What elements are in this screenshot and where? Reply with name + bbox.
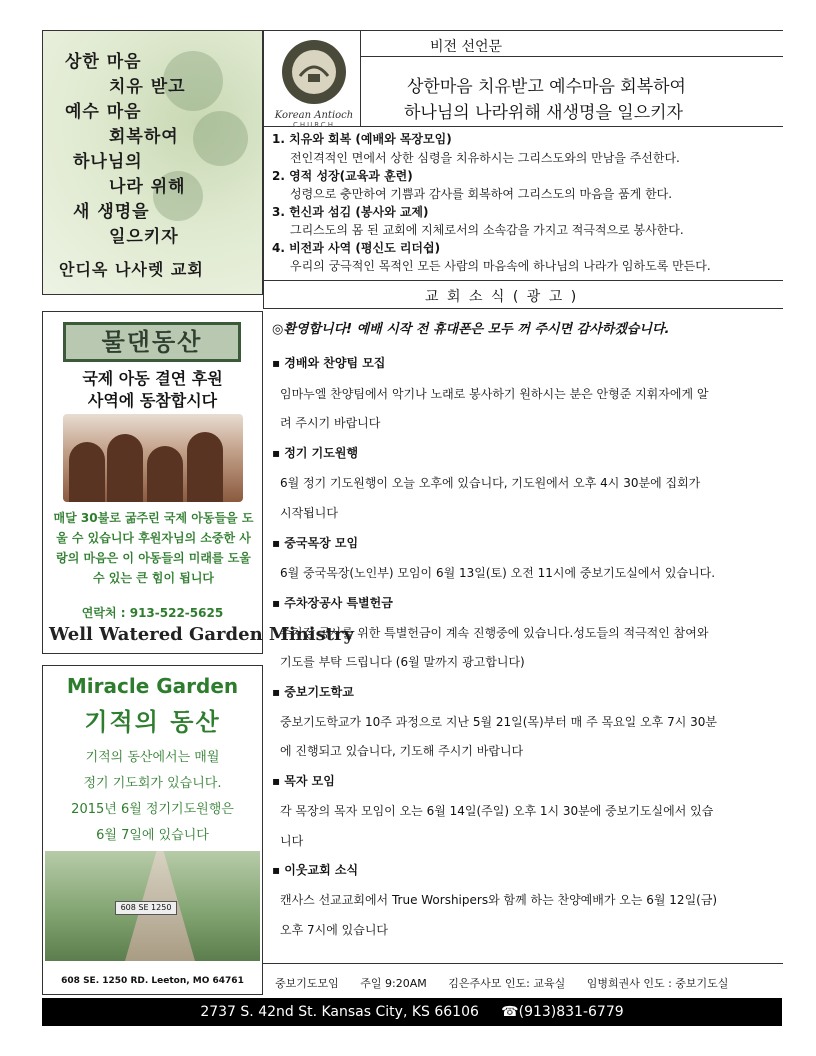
- goal-title: 3. 헌신과 섬김 (봉사와 교제): [272, 205, 429, 219]
- notice-line: 기도를 부탁 드립니다 (6월 말까지 광고합니다): [280, 655, 525, 669]
- ad-line: 6월 7일에 있습니다: [96, 828, 209, 843]
- motto-line: 하나님의: [73, 152, 143, 172]
- divider: [263, 30, 783, 31]
- ad-body-text: 매달 30불로 굶주린 국제 아동들을 도울 수 있습니다 후원자님의 소중한 사랑의 마음은 이 아동들의 미래를 도울 수 있는 큰 힘이 됩니다: [53, 511, 254, 585]
- vision-statement: 상한마음 치유받고 예수마음 회복하여: [407, 77, 686, 97]
- notice-title: ▪ 경배와 찬양팀 모집: [272, 356, 386, 370]
- motto-line: 새 생명을: [73, 202, 150, 222]
- grape-decoration: [193, 111, 248, 166]
- notice-title: ▪ 중국목장 모임: [272, 536, 359, 550]
- notice-line: 각 목장의 목자 모임이 오는 6월 14일(주일) 오후 1시 30분에 중보기도실에서 있습: [280, 804, 714, 818]
- footer-bar: [42, 998, 782, 1026]
- motto-church-name: 안디옥 나사렛 교회: [59, 260, 204, 279]
- notice-title: ▪ 중보기도학교: [272, 685, 354, 699]
- motto-line: 일으키자: [109, 227, 179, 247]
- welcome-message: ◎환영합니다! 예배 시작 전 휴대폰은 모두 꺼 주시면 감사하겠습니다.: [272, 322, 670, 337]
- logo-name: Korean Antioch: [274, 110, 354, 121]
- ad-heading: 국제 아동 결연 후원: [82, 369, 223, 388]
- goal-desc: 성령으로 충만하여 기쁨과 감사를 회복하여 그리스도의 마음을 품게 한다.: [290, 187, 673, 201]
- child-figure: [187, 432, 223, 502]
- divider: [263, 308, 783, 309]
- ad-line: 2015년 6월 정기기도원행은: [71, 802, 234, 817]
- ad-address: 608 SE. 1250 RD. Leeton, MO 64761: [61, 976, 244, 986]
- divider: [263, 963, 783, 964]
- schedule-item: 임병희권사 인도 : 중보기도실: [586, 977, 729, 990]
- notice-line: 캔사스 선교교회에서 True Worshipers와 함께 하는 찬양예배가 오는 6월 12일(금): [280, 893, 718, 907]
- ad-title: 물댄동산: [63, 322, 241, 362]
- notice-line: 시작됩니다: [280, 506, 338, 520]
- ad-heading: 사역에 동참합시다: [87, 391, 218, 410]
- goal-title: 2. 영적 성장(교육과 훈련): [272, 169, 413, 183]
- notice-line: 주차장 공사를 위한 특별헌금이 계속 진행중에 있습니다.성도들의 적극적인 참여와: [280, 626, 709, 640]
- child-figure: [69, 442, 105, 502]
- motto-line: 치유 받고: [109, 77, 186, 97]
- news-title: 교 회 소 식 ( 광 고 ): [425, 289, 579, 305]
- notice-line: 6월 중국목장(노인부) 모임이 6월 13일(토) 오전 11시에 중보기도실에서 있습니다.: [280, 566, 716, 580]
- notice-line: 6월 정기 기도원행이 오늘 오후에 있습니다, 기도원에서 오후 4시 30분에 집회가: [280, 476, 701, 490]
- notice-title: ▪ 목자 모임: [272, 774, 335, 788]
- divider: [263, 30, 264, 308]
- motto-line: 상한 마음: [65, 52, 142, 72]
- notice-line: 려 주시기 바랍니다: [280, 416, 381, 430]
- vision-title: 비전 선언문: [430, 39, 503, 55]
- notice-line: 오후 7시에 있습니다: [280, 923, 389, 937]
- notice-line: 임마누엘 찬양팀에서 악기나 노래로 봉사하기 원하시는 분은 안형준 지휘자에게 알: [280, 387, 709, 401]
- children-photo: [63, 414, 243, 502]
- notice-line: 중보기도학교가 10주 과정으로 지난 5월 21일(목)부터 매 주 목요일 오후 7시 30분: [280, 715, 717, 729]
- motto-line: 나라 위해: [109, 177, 186, 197]
- notice-line: 에 진행되고 있습니다, 기도해 주시기 바랍니다: [280, 744, 524, 758]
- notice-title: ▪ 정기 기도원행: [272, 446, 359, 460]
- schedule-item: 중보기도모임: [275, 977, 339, 990]
- goal-desc: 그리스도의 몸 된 교회에 지체로서의 소속감을 가지고 적극적으로 봉사한다.: [290, 223, 684, 237]
- motto-line: 회복하여: [109, 127, 179, 147]
- goal-title: 1. 치유와 회복 (예배와 목장모임): [272, 132, 452, 146]
- child-figure: [107, 434, 143, 502]
- ad-contact: 연락처 : 913-522-5625: [81, 606, 224, 620]
- logo-sub: CHURCH: [293, 121, 335, 128]
- notice-title: ▪ 이웃교회 소식: [272, 863, 359, 877]
- divider: [263, 280, 783, 281]
- notice-line: 니다: [280, 834, 304, 848]
- divider: [360, 56, 783, 57]
- ad-line: 기적의 동산에서는 매월: [85, 750, 220, 765]
- road-photo: [45, 851, 260, 961]
- motto-panel: [42, 30, 263, 295]
- motto-line: 예수 마음: [65, 102, 142, 122]
- child-figure: [147, 446, 183, 502]
- church-logo: [270, 36, 358, 128]
- schedule-item: 주일 9:20AM: [360, 977, 427, 990]
- ad-line: 정기 기도회가 있습니다.: [83, 776, 222, 791]
- goal-desc: 전인격적인 면에서 상한 심령을 치유하시는 그리스도와의 만남을 주선한다.: [290, 151, 680, 165]
- mailbox: 608 SE 1250: [115, 901, 177, 915]
- goal-desc: 우리의 궁극적인 목적인 모든 사람의 마음속에 하나님의 나라가 임하도록 만든다.: [290, 259, 711, 273]
- notice-title: ▪ 주차장공사 특별헌금: [272, 596, 393, 610]
- ad-title-en: Miracle Garden: [66, 674, 239, 698]
- prayer-schedule: [275, 975, 746, 991]
- divider: [360, 30, 361, 126]
- goal-title: 4. 비전과 사역 (평신도 리더쉽): [272, 241, 441, 255]
- schedule-item: 김은주사모 인도: 교육실: [448, 977, 566, 990]
- ad-title-ko: 기적의 동산: [84, 708, 221, 736]
- footer-address: 2737 S. 42nd St. Kansas City, KS 66106: [200, 1004, 479, 1020]
- ministry-name: Well Watered Garden Ministry: [49, 624, 354, 645]
- miracle-garden-ad: [42, 665, 263, 995]
- footer-phone: ☎(913)831-6779: [501, 1004, 624, 1020]
- vision-statement: 하나님의 나라위해 새생명을 일으키자: [404, 103, 683, 123]
